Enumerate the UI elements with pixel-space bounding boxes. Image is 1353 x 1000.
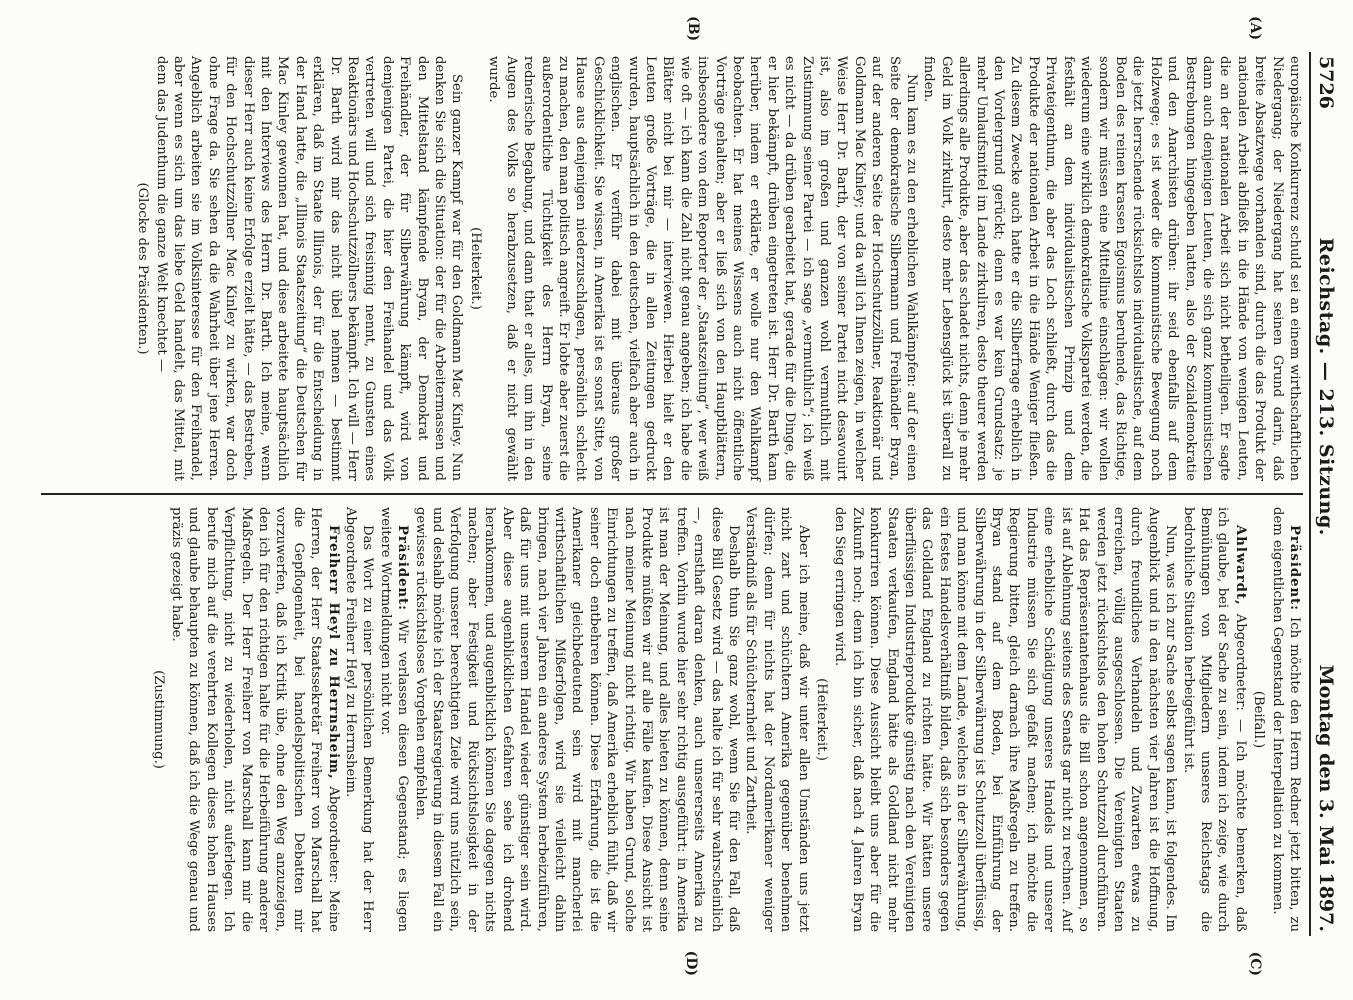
paragraph: europäische Konkurrenz schuld sei an einem wirthschaftlichen Niedergang; der Niedergang hat seinen Grund darin, daß breite Absatzwege vorhanden sind, durch die das Produkt der nationalen Arbeit abfließt in die Hände von wenigen Leuten, die an der nationalen Arbeit sich nicht betheiligen. Er sagte dann auch denjenigen Leuten, die sich ganz kommunistischen Bestrebungen hingegeben hatten, also der Sozialdemokratie und den Anarchisten drüben: ihr seid ebenfalls auf dem Holzwege; es ist weder die kommunistische Bewegung noch die jetzt herrschende rücksichtslos individualistische, auf dem Boden des reinen krassen Egoismus beruhende, das Richtige, sondern wir müssen eine Mittellinie einschlagen: wir wollen wiederum eine wirklich demokratische Volkspartei werden, die festhält an dem individualistischen Prinzip und dem Privateigenthum, die aber das Loch schließt, durch das die Produkte der nationalen Arbeit in die Hände Weniger fließen. Zu diesem Zwecke auch hatte er die Silberfrage erheblich in den Vordergrund gerückt; denn es war kein Grundsatz: je mehr Umlaufsmittel im Lande zirkuliren, desto theurer werden allerdings alle Produkte, aber das schadet nichts, denn je mehr Geld im Volk zirkulirt, desto mehr Lebensglück ist überall zu finden. [921,56,1302,481]
paragraph [376,507,411,932]
paragraph-text: Abgeordneter: Meine Herren, der Herr Staatssekretär Freiherr von Marschall hat die Gepflogenheit, bei handelspolitischen Debatten mir vorzuwerfen, daß ich Kritik übe, ohne den Weg anzuzeigen, den ich für den richtigen halte für die Herbeiführung anderer Maßregeln. Der Herr Freiherr von Marschall kann mir die Verpflichtung, nicht zu wiederholen, nicht auferlegen. Ich berufe mich auf die verehrten Kollegen dieses hohen Hauses und glaube behaupten zu können, daß ich die Wege genau und präzis gezeigt habe. [169,507,341,932]
speaker-name: Freiherr Heyl zu Herrnsheim, [325,525,341,780]
page-title: Reichstag. — 213. Sitzung. [1315,237,1337,536]
paragraph-text: Abgeordneter: — Ich möchte bemerken, daß ich glaube, bei der Sache zu sein, indem ich zeige, wie durch Bemühungen von Mitgliedern unseres Reichstags die bedrohliche Situation herbeigeführt ist. [1180,507,1248,932]
applause-note: (Heiterkeit.) [814,678,830,761]
margin-mark-b: (B) [685,16,701,42]
margin-mark-c: (C) [1247,951,1263,976]
paragraph [168,507,342,932]
speaker-name: Präsident: [395,525,411,612]
left-column [41,52,1303,491]
speaker-name: Präsident: [1287,525,1302,612]
paragraph: Deshalb thun Sie ganz wohl, wenn Sie für den Fall, daß diese Bill Gesetz wird — das halte ich für sehr wahrscheinlich —, ernsthaft daran denken, auch unsererseits Amerika zu treffen. Vorhin wurde hier sehr richtig ausgeführt: in Amerika ist man der Meinung, und alles bieten zu können, denn seine Produkte müßten wir auf alle Fälle kaufen. Diese Ansicht ist nach meiner Meinung nicht richtig. Wir haben Grund, solche Einrichtungen zu treffen, daß Amerika erheblich fühlt, daß wir seiner doch entbehren können. Diese Erfahrung, die ist die Amerikaner gleichbedeutend sein wird mit mancherlei wirthschaftlichen Mißerfolgen, wird sie vielleicht dahin bringen, nach vier Jahren ein anderes System herbeizuführen, daß für uns mit unserem Handel wieder günstiger sein wird. Aber diese augenblicklichen Gefahren sehe ich drohend herankommen, und augenblicklich können Sie dagegen nichts machen; aber Festigkeit und Rücksichtslosigkeit in der Verfolgung unserer berechtigten Ziele wird uns nützlich sein, und deshalb möchte ich der Staatsregierung in diesem Fall ein gewisses rücksichtsloses Vorgehen empfehlen. [412,507,741,932]
paragraph [1179,507,1249,932]
applause-note: (Heiterkeit.) [467,227,483,310]
text-columns [41,16,1303,976]
page-header [1309,52,1341,936]
paragraph-text: Wir verlassen diesen Gegenstand; es liegen weitere Wortmeldungen nicht vor. [377,507,411,932]
margin-mark-d: (D) [683,950,699,976]
applause-note: (Glocke des Präsidenten.) [135,182,151,355]
paragraph [1268,507,1303,932]
paragraph: Sein ganzer Kampf war für den Goldmann Mac Kinley. Nun denken Sie sich die Situation: der für die Arbeitermassen und den Mittelstand kämpfende Bryan, der Demokrat und Freihändler, der für Silberwährung kämpft, wird von demjenigen Partei, die hier den Freihandel und das Volk vertreten will und sich freisinnig nennt, zu Gunsten eines Reaktionärs und Hochschutzzöllners bekämpft. Ich will — Herr Dr. Barth wird mir das nicht übel nehmen — bestimmt erklären, daß im Staate Illinois, der für die Entscheidung in der Hand hatte, die „Illinois Staatszeitung“ die Deutschen für Mac Kinley gewonnen hat, und diese arbeitete hauptsächlich mit den Interviews des Herrn Dr. Barth. Ich meine, wenn dieser Herr auch keine Erfolge erzielt hätte, — das Bestreben, für den Hochschutzzöllner Mac Kinley zu wirken, war doch ohne Frage da. Sie sehen da die Wahrheit über jene Herren. Angeblich arbeiten sie im Volksinteresse für den Freihandel, aber wenn es sich um das liebe Geld handelt, das Mittel, mit dem das Judenthum die ganze Welt knechtet — [153,56,465,481]
paragraph: Aber ich meine, daß wir unter allen Umständen uns jetzt nicht zart und schüchtern Amerika gegenüber benehmen dürfen; denn für nichts hat der Nordamerikaner weniger Verständniß als für Schüchternheit und Zartheit. [743,507,811,932]
applause-note: (Beifall.) [1251,690,1267,749]
speaker-name: Ahlwardt, [1232,525,1248,606]
paragraph: Nun, was ich zur Sache selbst sagen kann, ist folgendes. Im Augenblick und in den nächsten vier Jahren ist die Hoffnung, durch freundliches Verhandeln und Zuwarten etwas zu erreichen, völlig ausgeschlossen. Die Vereinigten Staaten werden jetzt rücksichtslos den hohen Schutzzoll durchführen. Hat das Repräsentantenhaus die Bill schon angenommen, so ist auf Ablehnung seitens des Senats gar nicht zu rechnen. Auf eine erhebliche Schädigung unseres Handels und unserer Industrie müssen Sie sich gefaßt machen; ich möchte die Regierung bitten, gleich darnach ihre Maßregeln zu treffen. Bryan stand auf dem Boden, bei Einführung der Silberwährung in der Silberwährung ist Schutzzoll überflüssig, und man könne mit dem Lande, welches in der Silberwährung, ein festes Handelsverhältniß bilden, daß sich besonders gegen das Goldland England zu richten hätte. Wir hätten unsere überflüssigen Industrieprodukte günstig nach den Vereinigten Staaten verkaufen, England hätte als Goldland nicht mehr konkurriren können. Diese Aussicht bleibt uns aber für die Zukunft noch; denn ich bin sicher, daß nach 4 Jahren Bryan den Sieg erringen wird. [832,507,1179,932]
column-divider [41,493,1303,495]
page-date: Montag den 3. Mai 1897. [1315,664,1337,932]
paragraph: Nun kam es zu den erheblichen Wahlkämpfen: auf der einen Seite der demokratische Silbermann und Freihändler Bryan, auf der anderen Seite der Hochschutzzöllner, Reaktionär und Goldmann Mac Kinley; und da will ich Ihnen zeigen, in welcher Weise Herr Dr. Barth, der von seiner Partei nicht desavouirt ist, also im großen und ganzen wohl vermuthlich mit Zustimmung seiner Partei — ich sage „vermuthlich“; ich weiß es nicht — da drüben gearbeitet hat, gerade für die Dinge, die er hier bekämpft, drüben eingetreten ist. Herr Dr. Barth kam herüber, indem er erklärte, er wolle nur den Wahlkampf beobachten. Er hat meines Wissens auch nicht öffentliche Vorträge gehalten; aber er ließ sich von den Hauptblättern, insbesondere von dem Reporter der „Staatszeitung“, wer weiß wie oft — ich kann die Zahl nicht genau angeben; ich habe die Blätter nicht bei mir — interviewen. Hierbei hielt er den Leuten große Vorträge, die in allen Zeitungen gedruckt wurden, hauptsächlich in den deutschen, vielfach aber auch in englischen. Er verführ dabei mit überaus großer Geschicklichkeit. Sie wissen, in Amerika ist es sonst Sitte, von Hause aus denjenigen niederzuschlagen, persönlich schlecht zu machen, den man politisch angreift. Er lobte aber zuerst die außerordentliche Tüchtigkeit des Herrn Bryan, seine rednerische Begabung, und dann that er alles, um ihn in den Augen des Volks so herabzusetzen, daß er nicht gewählt wurde. [486,56,920,481]
page-number: 5726 [1315,56,1337,109]
right-column [41,497,1303,936]
paragraph: Das Wort zu einer persönlichen Bemerkung hat der Herr Abgeordnete Freiherr Heyl zu Herrnsheim. [343,507,376,932]
margin-mark-a: (A) [1247,16,1263,41]
applause-note: (Zustimmung.) [150,670,166,769]
paragraph-text: Ich möchte den Herrn Redner jetzt bitten, zu dem eigentlichen Gegenstand der Interpellation zu kommen. [1269,507,1302,932]
